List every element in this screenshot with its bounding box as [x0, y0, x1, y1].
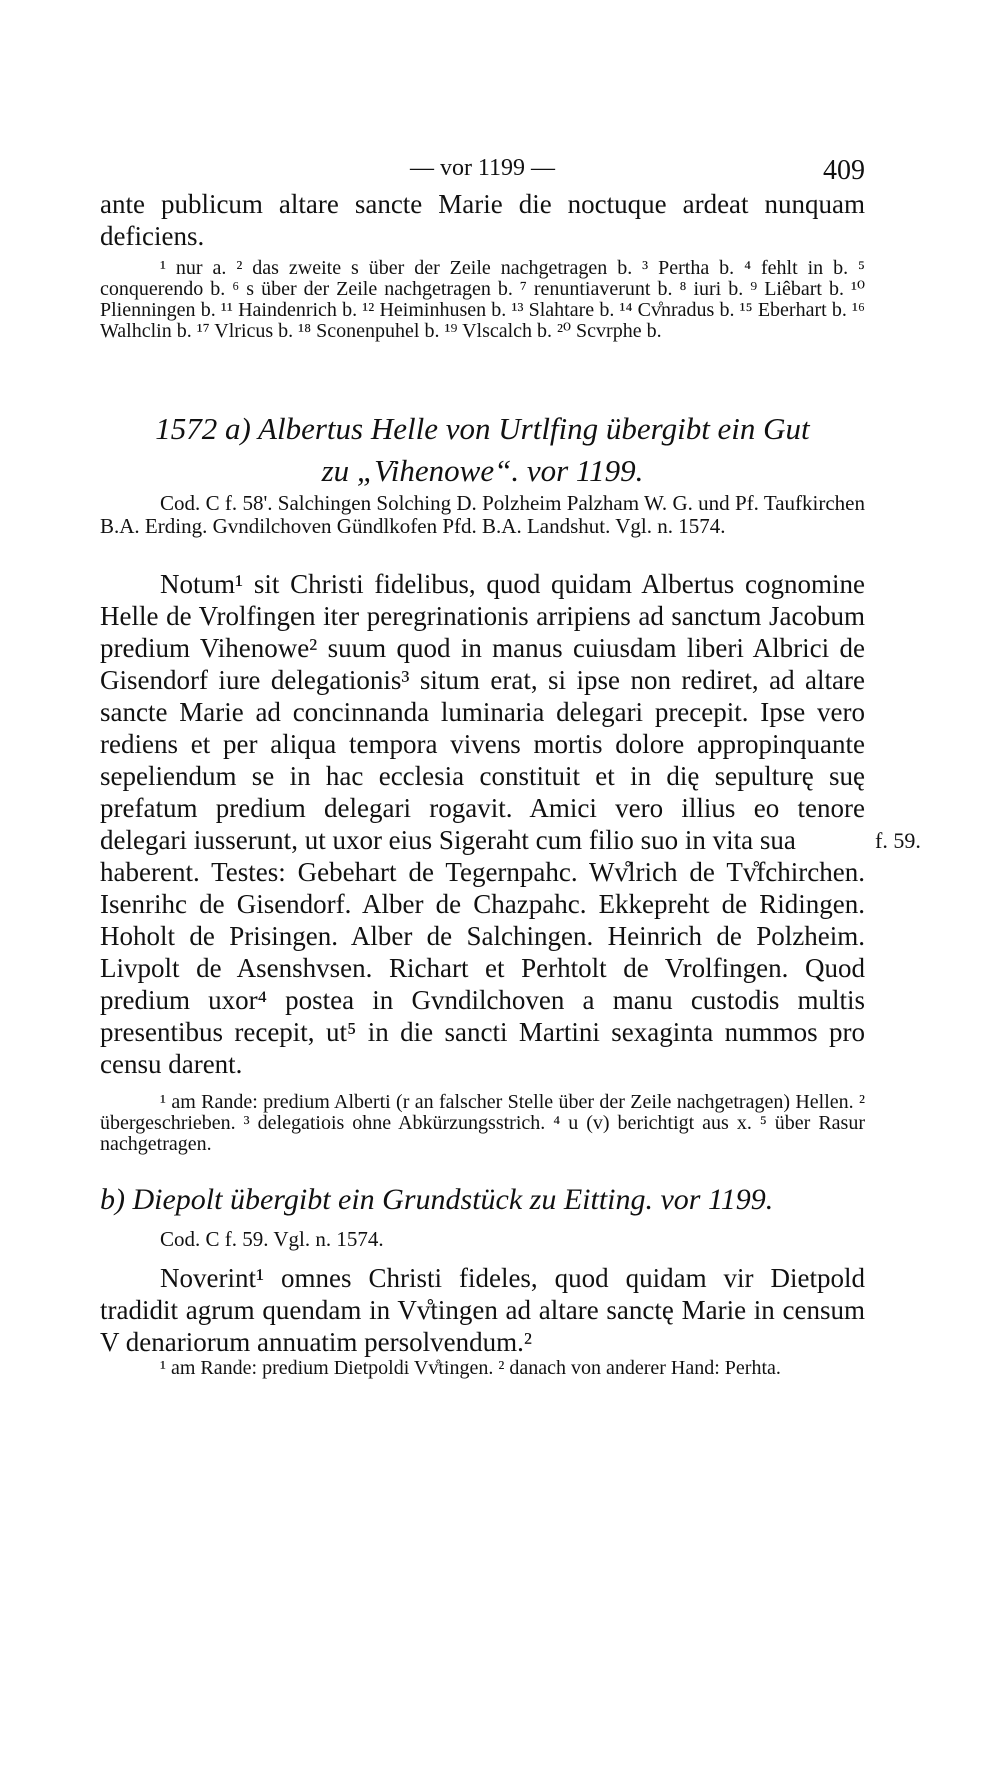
section-b-paragraph: Noverint¹ omnes Christi fideles, quod quidam vir Dietpold tradidit agrum quendam in Vv̊tingen ad altare sanctę Marie in censum V denariorum annuatim persolvendum.²	[100, 1263, 865, 1357]
section-b-meta	[100, 1228, 865, 1251]
section-a-footnotes-block	[100, 1092, 865, 1155]
section-a-heading-line2: zu „Vihenowe“. vor 1199.	[321, 453, 644, 488]
continuation-text-block	[100, 188, 865, 252]
section-a-heading	[100, 408, 865, 492]
section-b-meta-text: Cod. C f. 59. Vgl. n. 1574.	[160, 1227, 384, 1251]
section-a-footnotes: ¹ am Rande: predium Alberti (r an falscher Stelle über der Zeile nachgetragen) Hellen. ² übergeschrieben. ³ delegatiois ohne Abkürzungsstrich. ⁴ u (v) berichtigt aus x. ⁵ über Rasur nachgetragen.	[100, 1091, 865, 1155]
page-number: 409	[823, 155, 865, 186]
footnotes-previous: ¹ nur a. ² das zweite s über der Zeile nachgetragen b. ³ Pertha b. ⁴ fehlt in b. ⁵ conquerendo b. ⁶ s über der Zeile nachgetragen b. ⁷ renuntiaverunt b. ⁸ iuri b. ⁹ Liêbart b. ¹⁰ Plienningen b. ¹¹ Haindenrich b. ¹² Heiminhusen b. ¹³ Slahtare b. ¹⁴ Cv̊nradus b. ¹⁵ Eberhart b. ¹⁶ Walhclin b. ¹⁷ Vlricus b. ¹⁸ Sconenpuhel b. ¹⁹ Vlscalch b. ²⁰ Scvrphe b.	[100, 257, 865, 342]
running-head: — vor 1199 —	[409, 155, 556, 181]
section-a-paragraph-part2: haberent. Testes: Gebehart de Tegernpahc. Wv̊lrich de Tv̊fchirchen. Isenrihc de Gisendorf. Alber de Chazpahc. Ekkepreht de Ridingen. Hoholt de Prisingen. Alber de Salchingen. Heinrich de Polzheim. Livpolt de Asenshvsen. Richart et Perhtolt de Vrolfingen. Quod predium uxor⁴ postea in Gvndilchoven a manu custodis multis presentibus recepit, ut⁵ in die sancti Martini sexaginta nummos pro censu darent.	[100, 857, 865, 1079]
section-a-paragraph-part1: Notum¹ sit Christi fidelibus, quod quidam Albertus cognomine Helle de Vrolfingen iter peregrinationis arripiens ad sanctum Jacobum predium Vihenowe² suum quod in manus cuiusdam liberi Albrici de Gisendorf iure delegationis³ situm erat, si ipse non rediret, ad altare sancte Marie ad concinnanda luminaria delegari precepit. Ipse vero rediens et per aliqua tempora vivens mortis dolore appropinquante sepeliendum se in hac ecclesia constituit et in dię sepulturę suę prefatum predium delegari rogavit. Amici vero illius eo tenore delegari iusserunt, ut uxor eius Sigeraht cum filio suo in vita sua	[100, 569, 865, 855]
section-b-body	[100, 1262, 865, 1358]
section-b-footnotes: ¹ am Rande: predium Dietpoldi Vv̊tingen. ² danach von anderer Hand: Perhta.	[160, 1357, 781, 1379]
folio-margin-note: f. 59.	[875, 828, 921, 853]
section-a-heading-line1: 1572 a) Albertus Helle von Urtlfing übergibt ein Gut	[155, 411, 810, 446]
section-a-meta-text: Cod. C f. 58'. Salchingen Solching D. Polzheim Palzham W. G. und Pf. Taufkirchen B.A. Erding. Gvndilchoven Gündlkofen Pfd. B.A. Landshut. Vgl. n. 1574.	[100, 491, 865, 538]
continuation-paragraph: ante publicum altare sancte Marie die noctuque ardeat nunquam deficiens.	[100, 189, 865, 251]
section-a-meta	[100, 492, 865, 538]
footnotes-previous-block	[100, 258, 865, 342]
section-a-body	[100, 568, 865, 1080]
section-b-heading	[100, 1180, 865, 1220]
section-b-heading-text: b) Diepolt übergibt ein Grundstück zu Eitting. vor 1199.	[100, 1183, 774, 1216]
section-b-footnotes-block	[100, 1358, 865, 1379]
